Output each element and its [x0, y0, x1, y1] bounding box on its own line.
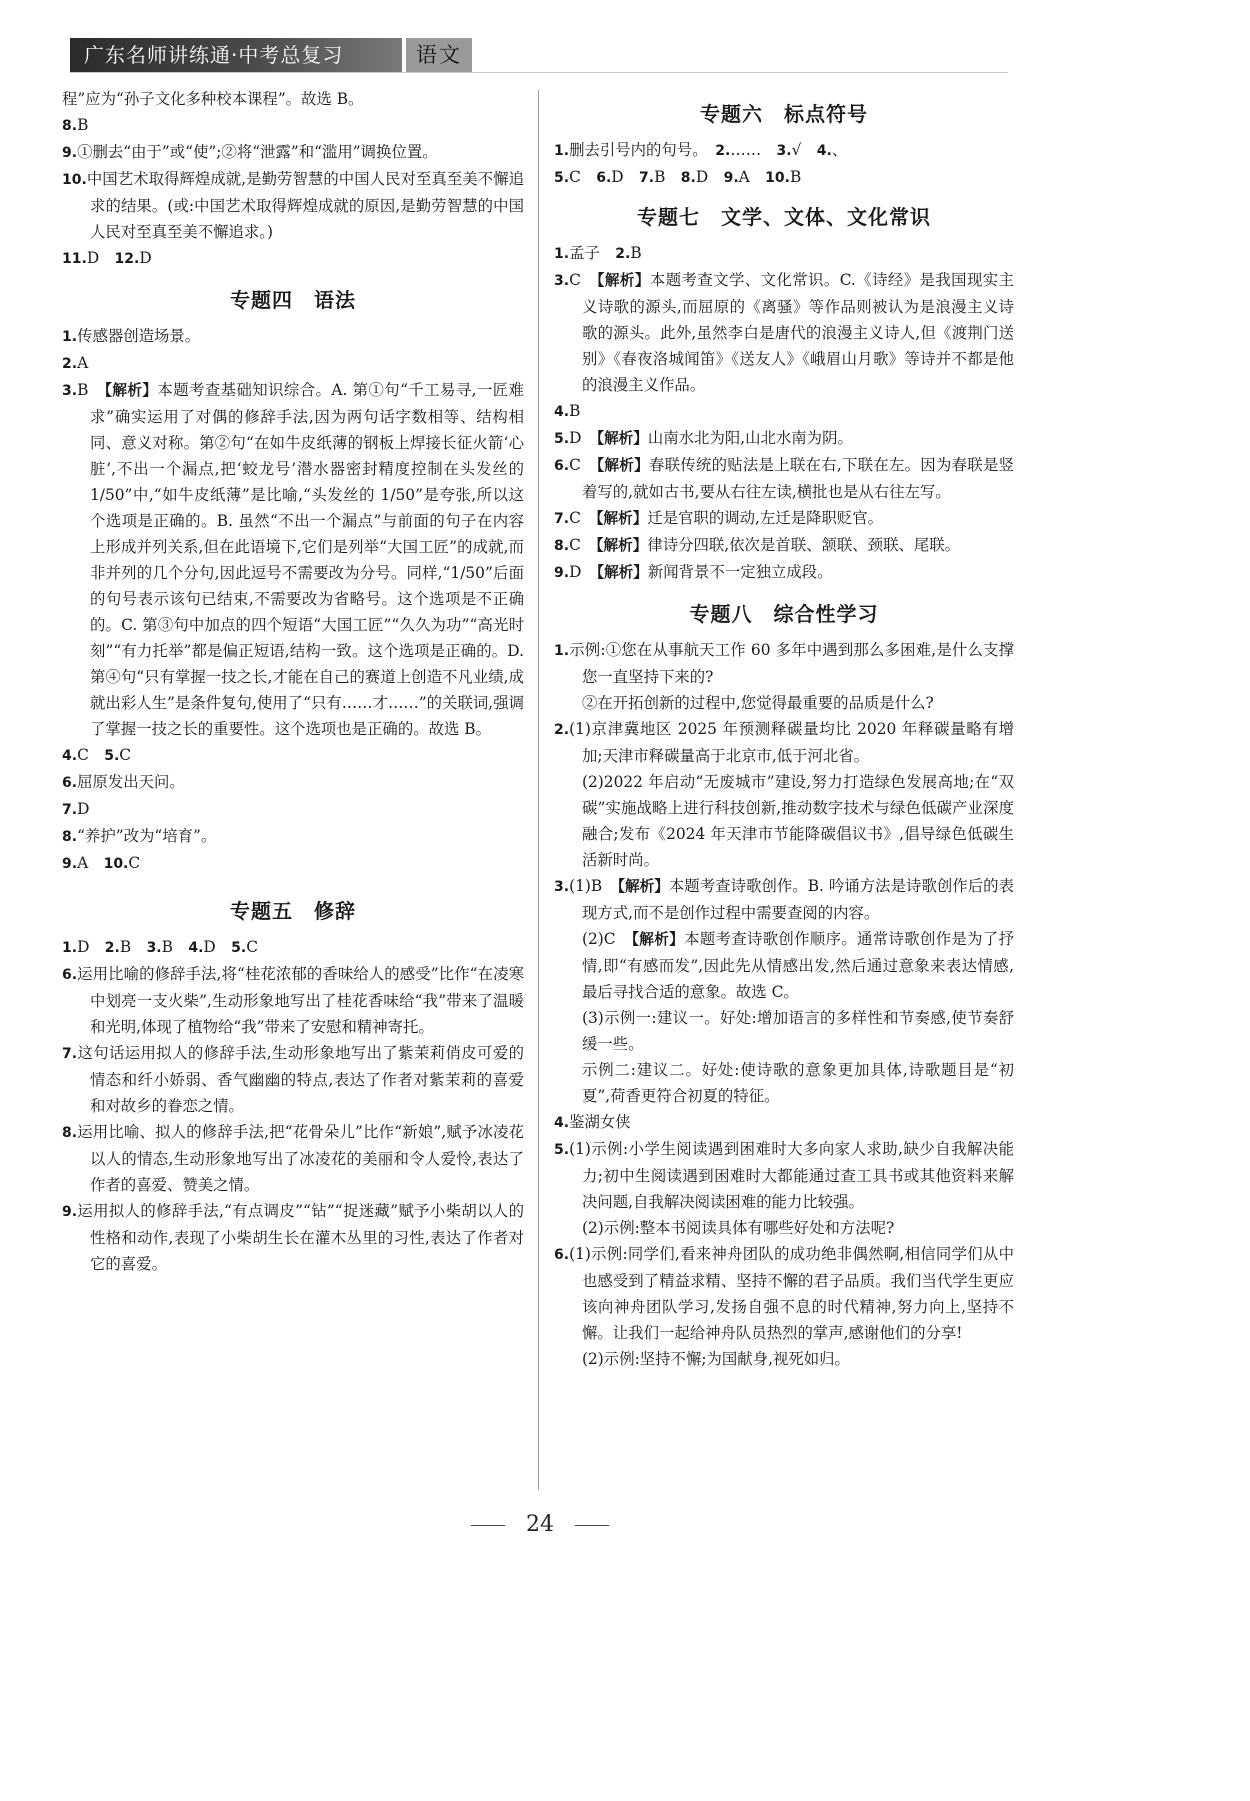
answer-item — [62, 323, 524, 350]
answer-item — [554, 769, 1014, 873]
answer-item — [554, 1057, 1014, 1109]
section-heading-comprehensive: 专题八 综合性学习 — [689, 602, 879, 626]
answer-text: C — [569, 168, 597, 186]
answer-text: A — [77, 854, 104, 872]
answer-item — [62, 350, 524, 377]
analysis-label: 【解析】 — [104, 382, 158, 399]
answer-text: 迁是官职的调动,左迁是降职贬官。 — [647, 509, 884, 527]
answer-text: (2)2022 年启动“无废城市”建设,努力打造绿色发展高地;在“双碳”实施战略上进行科技创新,推动数字技术与绿色低碳产业深度融合;发布《2024 年天津市节能降碳倡议书》,倡导绿色低碳生活新时尚。 — [582, 773, 1014, 869]
answer-text: “养护”改为“培育”。 — [77, 827, 217, 845]
header-rule — [70, 72, 1008, 73]
analysis-label: 【解析】 — [596, 564, 648, 581]
answer-text: 运用比喻的修辞手法,将“桂花浓郁的香味给人的感受”比作“在凌寒中划亮一支火柴”,生动形象地写出了桂花香味给“我”带来了温暖和光明,体现了植物给“我”带来了安慰和精神寄托。 — [77, 965, 524, 1036]
answer-item — [554, 137, 1014, 164]
answer-item — [62, 139, 524, 166]
question-number: 3. — [554, 273, 570, 289]
answer-text: 传感器创造场景。 — [77, 327, 201, 345]
question-number: 8. — [62, 118, 78, 134]
answer-text: 本题考查基础知识综合。A. 第①句“千工易寻,一匠难求”确实运用了对偶的修辞手法,因为两句话字数相等、结构相同、意义对称。第②句“在如牛皮纸薄的钢板上焊接长征火箭‘心脏’,不出一个漏点,把‘蛟龙号’潜水器密封精度控制在头发丝的 1/50”中,“如牛皮纸薄”是比喻,“头发丝的 1/50”是夸张,所以这个选项是正确的。B. 虽然“不出一个漏点”与前面的句子在内容上形成并列关系,但在此语境下,它们是列举“大国工匠”的成就,而非并列的几个分句,因此逗号不需要改为分号。同样,“1/50”后面的句号表示该句已结束,不需要改为省略号。这个选项是不正确的。C. 第③句中加点的四个短语“大国工匠”“久久为功”“高光时刻”“有力托举”都是偏正短语,结构一致。这个选项是正确的。D. 第④句“只有掌握一技之长,才能在自己的赛道上创造不凡业绩,成就出彩人生”是条件复句,使用了“只有……才……”的关联词,强调了掌握一技之长的重要性。这个选项也是正确的。故选 B。 — [90, 381, 525, 738]
answer-item — [554, 452, 1014, 505]
question-number: 9. — [723, 170, 739, 186]
answer-text: C — [569, 271, 598, 289]
answer-item — [62, 166, 524, 245]
answer-item — [62, 850, 524, 877]
answer-text: D — [569, 429, 597, 447]
analysis-label: 【解析】 — [631, 931, 685, 948]
answer-text: 这句话运用拟人的修辞手法,生动形象地写出了紫茉莉俏皮可爱的情态和纤小娇弱、香气幽幽的特点,表达了作者对紫茉莉的喜爱和对故乡的眷恋之情。 — [77, 1044, 524, 1115]
analysis-label: 【解析】 — [617, 878, 669, 895]
question-number: 4. — [554, 1115, 570, 1131]
question-number: 2. — [554, 722, 570, 738]
analysis-label: 【解析】 — [597, 272, 650, 289]
analysis-label: 【解析】 — [596, 457, 649, 474]
answer-block-continued — [62, 86, 524, 272]
analysis-label: 【解析】 — [596, 430, 648, 447]
answer-text: B — [161, 938, 189, 956]
answer-item — [62, 742, 524, 769]
answer-text: 中国艺术取得辉煌成就,是勤劳智慧的中国人民对至真至美不懈追求的结果。(或:中国艺术取得辉煌成就的原因,是勤劳智慧的中国人民对至真至美不懈追求。) — [86, 170, 524, 241]
answer-text: 示例二:建议二。好处:使诗歌的意象更加具体,诗歌题目是“初夏”,荷香更符合初夏的特征。 — [582, 1061, 1014, 1105]
answer-item — [554, 873, 1014, 926]
question-number: 12. — [114, 251, 140, 267]
answer-text: 、 — [831, 141, 848, 159]
question-number: 9. — [62, 856, 78, 872]
answer-item — [554, 716, 1014, 769]
question-number: 6. — [62, 775, 78, 791]
answer-text: B — [630, 244, 642, 262]
question-number: 7. — [62, 1046, 78, 1062]
left-column — [62, 86, 524, 1277]
answer-text: (2)示例:坚持不懈;为国献身,视死如归。 — [582, 1350, 850, 1368]
answer-text: B — [119, 938, 147, 956]
answer-text: (1)示例:同学们,看来神舟团队的成功绝非偶然啊,相信同学们从中也感受到了精益求精、坚持不懈的君子品质。我们当代学生更应该向神舟团队学习,发扬自强不息的时代精神,努力向上,坚持不懈。让我们一起给神舟队员热烈的掌声,感谢他们的分享! — [569, 1245, 1014, 1342]
question-number: 1. — [62, 940, 78, 956]
answer-item — [62, 1198, 524, 1277]
question-number: 8. — [62, 1125, 78, 1141]
answer-text: C — [128, 854, 141, 872]
answer-text: A — [738, 168, 766, 186]
answer-text: 孟子 — [569, 244, 616, 262]
answer-item — [62, 769, 524, 796]
answer-text: ②在开拓创新的过程中,您觉得最重要的品质是什么? — [582, 694, 934, 712]
footer-dash-left — [471, 1525, 505, 1526]
answer-text: B — [77, 381, 105, 399]
answer-item — [62, 961, 524, 1040]
answer-block-rhetoric — [62, 934, 524, 1277]
answer-text: 删去引号内的句号。 — [569, 141, 716, 159]
answer-text: 本题考查诗歌创作顺序。通常诗歌创作是为了抒情,即“有感而发”,因此先从情感出发,然后通过意象来表达情感,最后寻找合适的意象。故选 C。 — [582, 930, 1014, 1001]
answer-item — [62, 934, 524, 961]
answer-item — [554, 425, 1014, 452]
question-number: 1. — [554, 643, 570, 659]
page-number: 24 — [526, 1512, 554, 1537]
answer-item — [62, 245, 524, 272]
answer-item — [554, 637, 1014, 690]
question-number: 1. — [62, 329, 78, 345]
footer-dash-right — [575, 1525, 609, 1526]
answer-item — [554, 164, 1014, 191]
question-number: 8. — [680, 170, 696, 186]
answer-text: D — [203, 938, 232, 956]
answer-text: 新闻背景不一定独立成段。 — [647, 563, 833, 581]
question-number: 4. — [188, 940, 204, 956]
question-number: 11. — [62, 251, 87, 267]
right-column — [554, 86, 1014, 1372]
answer-item — [62, 377, 524, 742]
answer-item — [554, 1346, 1014, 1372]
question-number: 2. — [615, 246, 631, 262]
section-heading-punctuation: 专题六 标点符号 — [700, 102, 868, 126]
answer-text: 山南水北为阳,山北水南为阴。 — [647, 429, 853, 447]
question-number: 5. — [554, 170, 570, 186]
answer-text: C — [569, 456, 597, 474]
question-number: 2. — [62, 356, 78, 372]
question-number: 6. — [62, 967, 78, 983]
answer-item — [62, 1040, 524, 1119]
answer-text: D — [77, 800, 90, 818]
question-number: 7. — [554, 511, 570, 527]
answer-item — [554, 240, 1014, 267]
question-number: 6. — [596, 170, 612, 186]
answer-item — [554, 267, 1014, 398]
answer-text: B — [654, 168, 681, 186]
question-number: 5. — [554, 431, 570, 447]
answer-item — [554, 532, 1014, 559]
question-number: 10. — [62, 172, 87, 188]
answer-text: (1)京津冀地区 2025 年预测释碳量均比 2020 年释碳量略有增加;天津市释碳量高于北京市,低于河北省。 — [569, 720, 1014, 765]
answer-block-comprehensive — [554, 637, 1014, 1372]
answer-item — [62, 796, 524, 823]
answer-text: ①删去“由于”或“使”;②将“泄露”和“滥用”调换位置。 — [77, 143, 438, 161]
question-number: 3. — [554, 879, 570, 895]
question-number: 1. — [554, 143, 570, 159]
answer-item — [554, 690, 1014, 716]
answer-item — [554, 1005, 1014, 1057]
question-number: 6. — [554, 1247, 570, 1263]
question-number: 7. — [62, 802, 78, 818]
answer-text: 本题考查文学、文化常识。C.《诗经》是我国现实主义诗歌的源头,而屈原的《离骚》等作品则被认为是浪漫主义诗歌的源头。此外,虽然李白是唐代的浪漫主义诗人,但《渡荆门送别》《春夜洛城闻笛》《送友人》《峨眉山月歌》等诗并不都是他的浪漫主义作品。 — [582, 271, 1015, 394]
answer-item — [554, 1136, 1014, 1215]
answer-text: (1)B — [569, 877, 618, 895]
answer-text: (1)示例:小学生阅读遇到困难时大多向家人求助,缺少自我解决能力;初中生阅读遇到困难时大都能通过查工具书或其他资料来解决问题,自我解决阅读困难的能力比较强。 — [569, 1140, 1014, 1211]
answer-text: A — [77, 354, 89, 372]
section-heading-rhetoric: 专题五 修辞 — [230, 899, 356, 923]
question-number: 6. — [554, 458, 570, 474]
answer-block-punctuation — [554, 137, 1014, 191]
answer-item — [554, 505, 1014, 532]
answer-text: D — [611, 168, 640, 186]
answer-block-grammar — [62, 323, 524, 877]
answer-text: C — [569, 536, 597, 554]
answer-text: C — [569, 509, 597, 527]
answer-text: D — [695, 168, 724, 186]
page-header — [70, 38, 480, 72]
answer-text: …… — [730, 141, 777, 159]
answer-text: B — [77, 116, 89, 134]
answer-text: 本题考查诗歌创作。B. 吟诵方法是诗歌创作后的表现方式,而不是创作过程中需要查阅的内容。 — [582, 877, 1014, 922]
answer-text: D — [569, 563, 597, 581]
answer-item — [554, 926, 1014, 1005]
answer-text: (3)示例一:建议一。好处:增加语言的多样性和节奏感,使节奏舒缓一些。 — [582, 1009, 1014, 1053]
column-divider — [538, 90, 539, 1490]
answer-text: (2)示例:整本书阅读具体有哪些好处和方法呢? — [582, 1219, 895, 1237]
analysis-label: 【解析】 — [596, 510, 648, 527]
answer-text: C — [77, 746, 105, 764]
question-number: 7. — [639, 170, 655, 186]
series-title: 广东名师讲练通·中考总复习 — [70, 38, 402, 72]
answer-item — [62, 1119, 524, 1198]
question-number: 5. — [104, 748, 120, 764]
question-number: 4. — [554, 404, 570, 420]
answer-text: 运用拟人的修辞手法,“有点调皮”“钻”“捉迷藏”赋予小柴胡以人的性格和动作,表现了小柴胡生长在灌木丛里的习性,表达了作者对它的喜爱。 — [77, 1202, 524, 1273]
answer-item — [62, 112, 524, 139]
question-number: 4. — [816, 143, 832, 159]
answer-item — [554, 1109, 1014, 1136]
answer-text: 鉴湖女侠 — [569, 1113, 631, 1131]
question-number: 10. — [103, 856, 129, 872]
answer-text: 屈原发出天问。 — [77, 773, 185, 791]
question-number: 3. — [146, 940, 162, 956]
answer-text: √ — [791, 141, 817, 159]
section-heading-literature: 专题七 文学、文体、文化常识 — [637, 205, 931, 229]
answer-item — [62, 86, 524, 112]
question-number: 8. — [62, 829, 78, 845]
question-number: 10. — [765, 170, 790, 186]
answer-item — [554, 559, 1014, 586]
question-number: 8. — [554, 538, 570, 554]
answer-block-literature — [554, 240, 1014, 586]
answer-text: 示例:①您在从事航天工作 60 多年中遇到那么多困难,是什么支撑您一直坚持下来的? — [569, 641, 1014, 686]
question-number: 3. — [776, 143, 792, 159]
answer-text: B — [569, 402, 581, 420]
answer-text: 律诗分四联,依次是首联、颔联、颈联、尾联。 — [647, 536, 961, 554]
question-number: 5. — [554, 1142, 570, 1158]
answer-text: B — [789, 168, 802, 186]
answer-item — [62, 823, 524, 850]
question-number: 9. — [554, 565, 570, 581]
answer-text: C — [246, 938, 258, 956]
question-number: 4. — [62, 748, 78, 764]
question-number: 2. — [715, 143, 731, 159]
answer-item — [554, 1241, 1014, 1346]
question-number: 1. — [554, 246, 570, 262]
question-number: 5. — [231, 940, 247, 956]
answer-text: 运用比喻、拟人的修辞手法,把“花骨朵儿”比作“新娘”,赋予冰凌花以人的情态,生动形象地写出了冰凌花的美丽和令人爱怜,表达了作者的喜爱、赞美之情。 — [77, 1123, 524, 1194]
question-number: 9. — [62, 1204, 78, 1220]
answer-item — [554, 1215, 1014, 1241]
section-heading-grammar: 专题四 语法 — [230, 288, 356, 312]
subject-tag: 语文 — [406, 38, 472, 72]
analysis-label: 【解析】 — [596, 537, 648, 554]
answer-text: C — [119, 746, 132, 764]
answer-text: 程”应为“孙子文化多种校本课程”。故选 B。 — [62, 90, 364, 108]
page-footer — [0, 1512, 1080, 1537]
question-number: 2. — [104, 940, 120, 956]
question-number: 3. — [62, 383, 78, 399]
answer-text: 春联传统的贴法是上联在右,下联在左。因为春联是竖着写的,就如古书,要从右往左读,横批也是从右往左写。 — [582, 456, 1014, 501]
answer-text: D — [139, 249, 152, 267]
answer-text: (2)C — [582, 930, 632, 948]
answer-text: D — [86, 249, 115, 267]
answer-text: D — [77, 938, 105, 956]
answer-item — [554, 398, 1014, 425]
question-number: 9. — [62, 145, 78, 161]
